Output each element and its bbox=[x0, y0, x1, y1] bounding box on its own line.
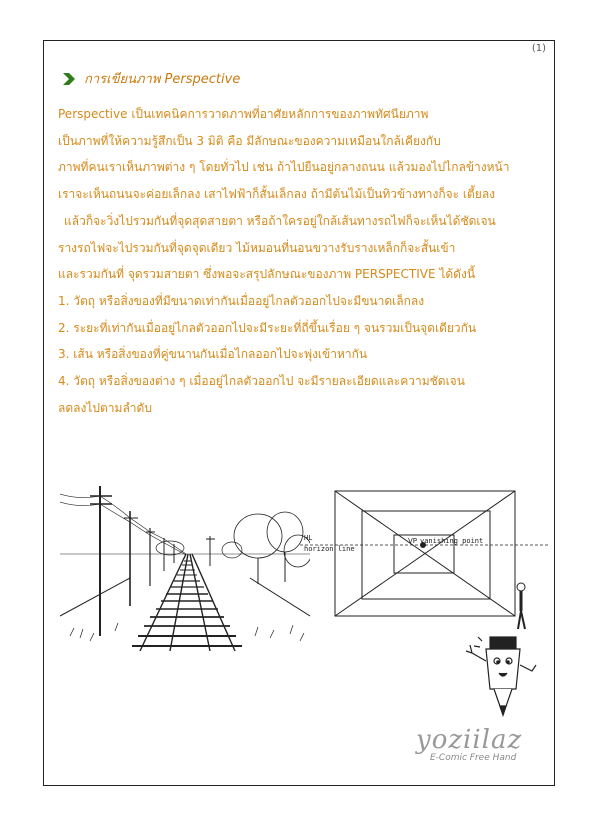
list-item: 1. วัตถุ หรือสิ่งของที่มีขนาดเท่ากันเมื่ออยู่ไกลตัวออกไปจะมีขนาดเล็กลง bbox=[58, 293, 425, 308]
paragraph-line: ภาพที่คนเราเห็นภาพต่าง ๆ โดยทั่วไป เช่น ถ้าไปยืนอยู่กลางถนน แล้วมองไปไกลข้างหน้า bbox=[58, 160, 510, 175]
paragraph-line: Perspective เป็นเทคนิคการวาดภาพที่อาศัยหลักการของภาพทัศนียภาพ bbox=[58, 107, 429, 121]
hl-text: horizon line bbox=[304, 545, 355, 553]
paragraph-line: เราจะเห็นถนนจะค่อยเล็กลง เสาไฟฟ้าก็สั้นเล็กลง ถ้ามีต้นไม้เป็นทิวข้างทางก็จะ เตี้ยลง bbox=[58, 187, 496, 202]
chevron-right-icon bbox=[62, 72, 76, 86]
paragraph-line: และรวมกันที่ จุดรวมสายตา ซึ่งพอจะสรุปลักษณะของภาพ PERSPECTIVE ได้ดังนี้ bbox=[58, 267, 476, 282]
page-number: (1) bbox=[531, 43, 546, 54]
brand-signature bbox=[416, 727, 546, 775]
railway-sketch bbox=[60, 466, 313, 651]
vp-label: VP bbox=[408, 537, 418, 545]
body-text bbox=[58, 101, 550, 421]
vanishing-point-diagram bbox=[300, 483, 550, 643]
page-frame bbox=[43, 40, 555, 786]
pencil-mascot-illustration bbox=[464, 627, 544, 727]
paragraph-line: แล้วก็จะวิ่งไปรวมกันที่จุดสุดสายตา หรือถ้าใครอยู่ใกล้เส้นทางรถไฟก็จะเห็นได้ชัดเจน bbox=[64, 213, 496, 228]
section-title: การเขียนภาพ Perspective bbox=[84, 72, 241, 87]
brand-tagline: E-Comic Free Hand bbox=[430, 753, 517, 763]
paragraph-line: เป็นภาพที่ให้ความรู้สึกเป็น 3 มิติ คือ มีลักษณะของความเหมือนใกล้เคียงกับ bbox=[58, 133, 441, 148]
vp-text: vanishing point bbox=[420, 537, 484, 545]
section-heading bbox=[62, 68, 240, 89]
list-item: 2. ระยะที่เท่ากันเมื่ออยู่ไกลตัวออกไปจะมีระยะที่ถี่ขึ้นเรื่อย ๆ จนรวมเป็นจุดเดียวกัน bbox=[58, 320, 477, 335]
list-item: ลดลงไปตามลำดับ bbox=[58, 400, 152, 415]
paragraph-line: รางรถไฟจะไปรวมกันที่จุดจุดเดียว ไม้หมอนที่นอนขวางรับรางเหล็กก็จะสั้นเข้า bbox=[58, 240, 456, 255]
brand-logo: yoziilaz bbox=[416, 725, 523, 755]
list-item: 3. เส้น หรือสิ่งของที่คู่ขนานกันเมื่อไกลออกไปจะพุ่งเข้าหากัน bbox=[58, 347, 368, 362]
hl-label: HL bbox=[304, 534, 313, 542]
list-item: 4. วัตถุ หรือสิ่งของต่าง ๆ เมื่ออยู่ไกลตัวออกไป จะมีรายละเอียดและความชัดเจน bbox=[58, 374, 465, 389]
